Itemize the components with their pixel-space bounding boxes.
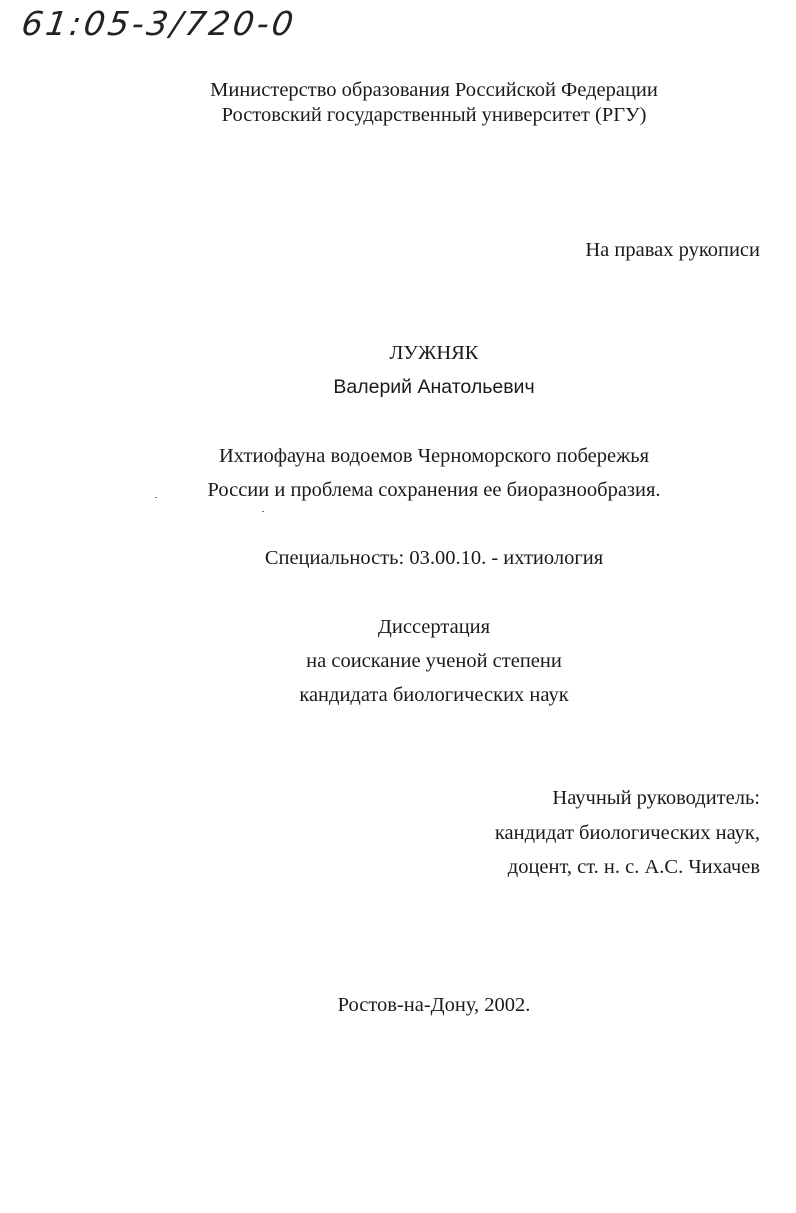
dissertation-purpose: на соискание ученой степени — [306, 650, 562, 672]
author-given-names: Валерий Анатольевич — [333, 376, 535, 398]
place-year: Ростов-на-Дону, 2002. — [337, 994, 531, 1016]
supervisor-name: доцент, ст. н. с. А.С. Чихачев — [507, 856, 760, 878]
supervisor-label: Научный руководитель: — [552, 787, 760, 809]
university-line: Ростовский государственный университет (РГУ) — [221, 104, 647, 126]
dissertation-degree: кандидата биологических наук — [299, 684, 569, 706]
specialty-line: Специальность: 03.00.10. - ихтиология — [264, 547, 604, 569]
ministry-line: Министерство образования Российской Федерации — [210, 79, 658, 101]
scan-speck — [262, 511, 264, 512]
archive-code-handwritten: 61:05-3/720-0 — [19, 4, 299, 43]
rights-note: На правах рукописи — [585, 239, 760, 261]
author-surname: ЛУЖНЯК — [389, 342, 479, 364]
dissertation-title-line-2: России и проблема сохранения ее биоразнообразия. — [207, 479, 661, 501]
scan-speck — [155, 497, 157, 498]
dissertation-title-line-1: Ихтиофауна водоемов Черноморского побережья — [218, 445, 650, 467]
dissertation-type: Диссертация — [377, 616, 491, 638]
supervisor-degree: кандидат биологических наук, — [494, 822, 760, 844]
